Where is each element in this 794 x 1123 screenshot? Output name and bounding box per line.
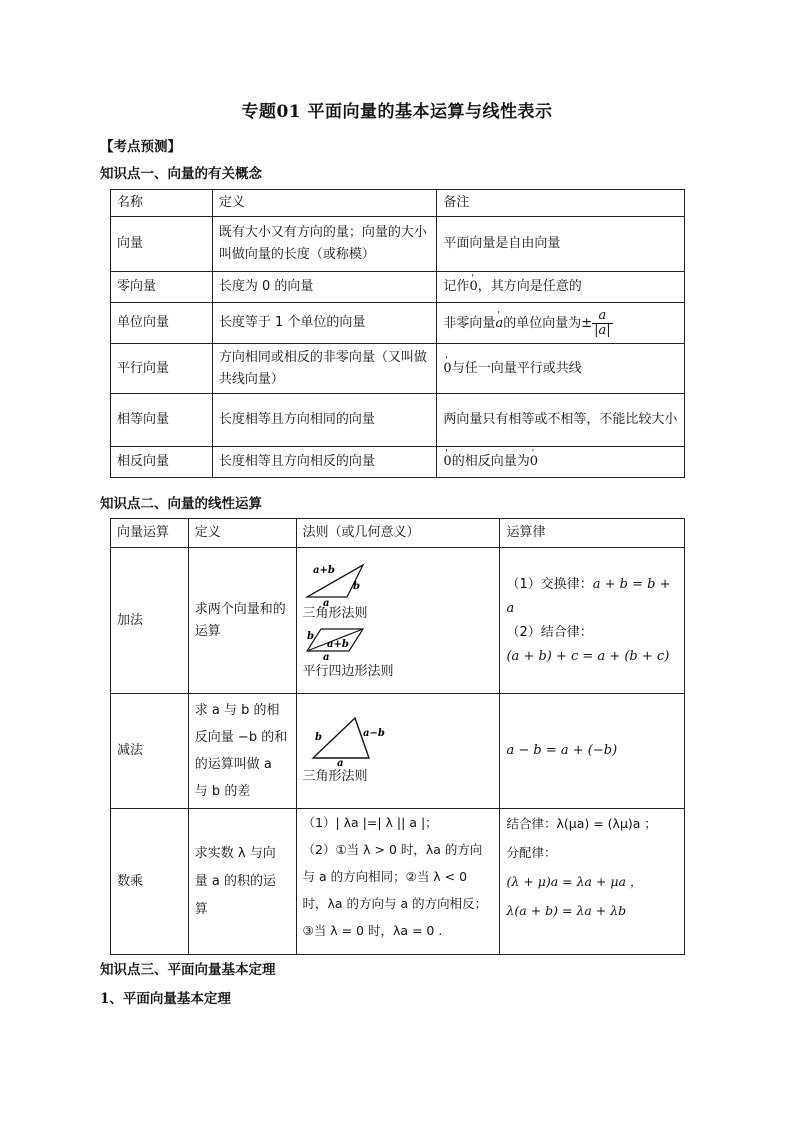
def-line: 与 b 的差 [194,784,251,799]
note-text: 非零向量 [443,315,496,331]
law-line: 分配律： [506,845,557,860]
note-text: 与任一向量平行或共线 [451,360,582,376]
rule-cell [296,809,500,955]
k1-heading: 知识点一、向量的有关概念 [100,166,262,182]
fig-label: a+b [312,564,335,576]
rule-cell [296,548,500,694]
page-title: 专题01 平面向量的基本运算与线性表示 [241,102,553,122]
def-line: 反向量 −b 的和 [194,730,288,745]
fraction-denominator: |a| [594,322,611,338]
row-def: 长度相等且方向相反的向量 [212,447,437,478]
law-line: (λ + μ)a = λa + μa ， [506,874,643,889]
table-row [111,303,685,344]
fig-label: b [306,630,314,642]
header-cell: 法则（或几何意义） [296,519,500,548]
law-line [506,573,678,621]
zero-vector-symbol: ' 0 [530,451,538,473]
table-row-subtraction [111,694,685,809]
fig-label: a [322,597,329,609]
header-cell: 定义 [212,190,437,217]
triangle-rule-diagram [303,559,373,609]
row-name: 数乘 [111,809,189,955]
fraction-numerator: a [592,309,613,324]
row-name: 相反向量 [111,447,213,478]
law-line: λ(a + b) = λa + λb [506,903,627,918]
rule-line: （1）| λa |=| λ || a |； [302,815,438,830]
note-text: 的单位向量为± [503,315,593,331]
header-cell: 备注 [437,190,685,217]
rule-line: （2）①当 λ > 0 时，λa 的方向 [302,842,483,857]
row-def: 求两个向量和的运算 [188,548,296,694]
def-line: 量 a 的积的运 [194,873,277,889]
k2-heading: 知识点二、向量的线性运算 [100,496,262,512]
row-note [437,272,685,303]
parallelogram-rule-diagram [303,625,373,661]
fig-label: a [336,758,343,769]
commutative-law: a + b = b + a [506,576,671,616]
law-line: （2）结合律： [506,624,593,640]
triangle-rule-caption: 三角形法则 [302,769,368,784]
row-name: 向量 [111,217,213,272]
unit-vector-fraction [592,309,613,338]
row-def [188,694,296,809]
zero-vector-symbol: ' 0 [443,358,451,380]
row-name: 单位向量 [111,303,213,344]
row-name: 平行向量 [111,344,213,394]
operations-table [110,518,685,955]
law-cell: a − b = a + (−b) [500,694,685,809]
table-header-row [111,190,685,217]
row-def [188,809,296,955]
fig-label: b [352,580,360,592]
associative-law: (a + b) + c = a + (b + c) [506,648,670,664]
row-def: 长度相等且方向相同的向量 [212,394,437,447]
table-row [111,447,685,478]
table-row-addition [111,548,685,694]
def-line: 的运算叫做 a [194,757,272,772]
row-name: 零向量 [111,272,213,303]
note-text: 的相反向量为 [451,454,530,469]
note-text: ，其方向是任意的 [477,279,582,294]
zero-vector-symbol: ' 0 [469,276,477,298]
table-row [111,217,685,272]
header-cell: 定义 [188,519,296,548]
table-row [111,394,685,447]
concepts-table [110,189,685,478]
section-label: 【考点预测】 [100,139,181,155]
law-cell [500,809,685,955]
row-name: 相等向量 [111,394,213,447]
k3-heading: 知识点三、平面向量基本定理 [100,962,276,978]
law-line: 结合律：λ(μa) = (λμ)a ； [506,816,657,831]
note-text: 记作 [443,279,470,294]
parallelogram-rule-caption: 平行四边形法则 [302,663,394,679]
row-def: 方向相同或相反的非零向量（又叫做共线向量） [212,344,437,394]
k3-subheading: 1、平面向量基本定理 [100,991,231,1007]
row-name: 加法 [111,548,189,694]
row-note: 两向量只有相等或不相等，不能比较大小 [437,394,685,447]
row-def: 长度为 0 的向量 [212,272,437,303]
zero-vector-symbol: ' 0 [443,451,451,473]
table-header-row [111,519,685,548]
table-row [111,344,685,394]
row-note: 平面向量是自由向量 [437,217,685,272]
rule-line: ③当 λ = 0 时，λa = 0 . [302,923,443,938]
row-def: 长度等于 1 个单位的向量 [212,303,437,344]
fig-label: a−b [362,728,385,739]
rule-line: 时，λa 的方向与 a 的方向相反； [302,896,488,911]
law-cell [500,548,685,694]
row-name: 减法 [111,694,189,809]
header-cell: 名称 [111,190,213,217]
fig-label: b [314,732,322,743]
def-line: 求 a 与 b 的相 [194,703,280,718]
law-label: （1）交换律： [506,576,593,592]
def-line: 求实数 λ 与向 [194,845,276,861]
fig-label: a+b [326,638,349,650]
triangle-rule-caption: 三角形法则 [302,605,368,621]
vector-a-symbol: ' a [495,313,503,335]
def-line: 算 [194,901,208,917]
row-note [437,303,685,344]
table-row-scalar [111,809,685,955]
header-cell: 运算律 [500,519,685,548]
rule-line: 与 a 的方向相同；②当 λ < 0 [302,869,468,884]
table-row [111,272,685,303]
subtraction-triangle-diagram [303,714,393,769]
row-note [437,344,685,394]
rule-cell [296,694,500,809]
fig-label: a [322,651,329,663]
header-cell: 向量运算 [111,519,189,548]
row-note [437,447,685,478]
row-def: 既有大小又有方向的量；向量的大小叫做向量的长度（或称模） [212,217,437,272]
